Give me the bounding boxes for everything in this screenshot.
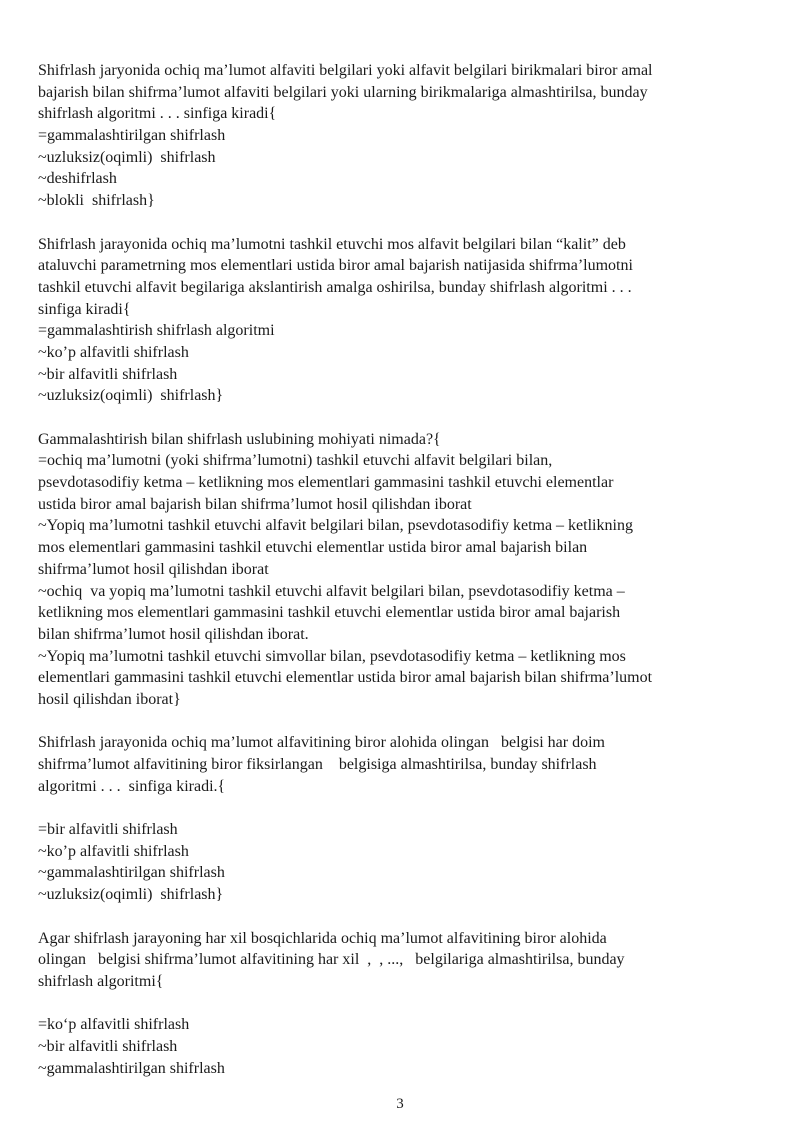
text-line: ~gammalashtirilgan shifrlash	[38, 864, 225, 882]
text-line: =gammalashtirish shifrlash algoritmi	[38, 322, 275, 340]
text-line: Agar shifrlash jarayoning har xil bosqichlarida ochiq ma’lumot alfavitining biror alohida	[38, 929, 607, 947]
text-line: tashkil etuvchi alfavit begilariga akslantirish amalga oshirilsa, bunday shifrlash algoritmi . . .	[38, 278, 632, 296]
text-line: olingan belgisi shifrma’lumot alfavitining har xil , , ..., belgilariga almashtirilsa, bunday	[38, 951, 625, 969]
blank-line	[38, 993, 766, 1015]
text-line: elementlari gammasini tashkil etuvchi elementlar ustida biror amal bajarish bilan shifrma’lumot	[38, 669, 653, 687]
text-line: Gammalashtirish bilan shifrlash uslubining mohiyati nimada?{	[38, 430, 441, 448]
text-line: ~bir alfavitli shifrlash	[38, 1037, 178, 1055]
text-line: =ko‘p alfavitli shifrlash	[38, 1016, 190, 1034]
text-line: ~ko’p alfavitli shifrlash	[38, 842, 189, 860]
text-line: shifrlash algoritmi . . . sinfiga kiradi{	[38, 105, 277, 123]
text-line: algoritmi . . . sinfiga kiradi.{	[38, 777, 226, 795]
text-line: Shifrlash jarayonida ochiq ma’lumotni tashkil etuvchi mos alfavit belgilari bilan “kalit” deb	[38, 235, 626, 253]
text-line: psevdotasodifiy ketma – ketlikning mos elementlari gammasini tashkil etuvchi elementlar	[38, 474, 614, 492]
text-line: sinfiga kiradi{	[38, 300, 131, 318]
document-body	[38, 60, 766, 1079]
text-line: shifrma’lumot hosil qilishdan iborat	[38, 560, 269, 578]
page-number: 3	[396, 1096, 404, 1112]
text-line: ~gammalashtirilgan shifrlash	[38, 1059, 225, 1077]
text-line: ~ko’p alfavitli shifrlash	[38, 343, 189, 361]
blank-line	[38, 407, 766, 429]
text-line: bajarish bilan shifrma’lumot alfaviti belgilari yoki ularning birikmalariga almashtirilsa, bunday	[38, 83, 648, 101]
text-line: mos elementlari gammasini tashkil etuvchi elementlar ustida biror amal bajarish bilan	[38, 539, 588, 557]
text-line: ~uzluksiz(oqimli) shifrlash}	[38, 387, 224, 405]
text-line: shifrma’lumot alfavitining biror fiksirlangan belgisiga almashtirilsa, bunday shifrlash	[38, 756, 597, 773]
text-line: =bir alfavitli shifrlash	[38, 821, 178, 839]
text-line: ~Yopiq ma’lumotni tashkil etuvchi simvollar bilan, psevdotasodifiy ketma – ketlikning mos	[38, 647, 626, 665]
text-line: bilan shifrma’lumot hosil qilishdan iborat.	[38, 625, 309, 643]
text-line: ~bir alfavitli shifrlash	[38, 365, 178, 383]
text-line: =gammalashtirilgan shifrlash	[38, 127, 226, 145]
text-line: ketlikning mos elementlari gammasini tashkil etuvchi elementlar ustida biror amal bajarish	[38, 604, 621, 622]
blank-line	[38, 212, 766, 234]
text-line: =ochiq ma’lumotni (yoki shifrma’lumotni) tashkil etuvchi alfavit belgilari bilan,	[38, 452, 553, 470]
blank-line	[38, 906, 766, 928]
blank-line	[38, 711, 766, 733]
text-line: ~blokli shifrlash}	[38, 192, 155, 210]
text-line: Shifrlash jaryonida ochiq ma’lumot alfaviti belgilari yoki alfavit belgilari birikmalari biror amal	[38, 62, 653, 79]
text-line: ~uzluksiz(oqimli) shifrlash}	[38, 886, 224, 904]
text-line: Shifrlash jarayonida ochiq ma’lumot alfavitining biror alohida olingan belgisi har doim	[38, 734, 605, 752]
text-line: ~ochiq va yopiq ma’lumotni tashkil etuvchi alfavit belgilari bilan, psevdotasodifiy ketma –	[38, 582, 625, 600]
text-line: ~uzluksiz(oqimli) shifrlash	[38, 148, 216, 166]
text-line: ~deshifrlash	[38, 170, 117, 188]
text-line: ~Yopiq ma’lumotni tashkil etuvchi alfavit belgilari bilan, psevdotasodifiy ketma – ketlikning	[38, 517, 633, 535]
text-line: ustida biror amal bajarish bilan shifrma’lumot hosil qilishdan iborat	[38, 495, 472, 513]
blank-line	[38, 797, 766, 819]
text-line: ataluvchi parametrning mos elementlari ustida biror amal bajarish natijasida shifrma’lumotni	[38, 257, 633, 275]
text-line: shifrlash algoritmi{	[38, 972, 164, 990]
text-line: hosil qilishdan iborat}	[38, 690, 181, 708]
